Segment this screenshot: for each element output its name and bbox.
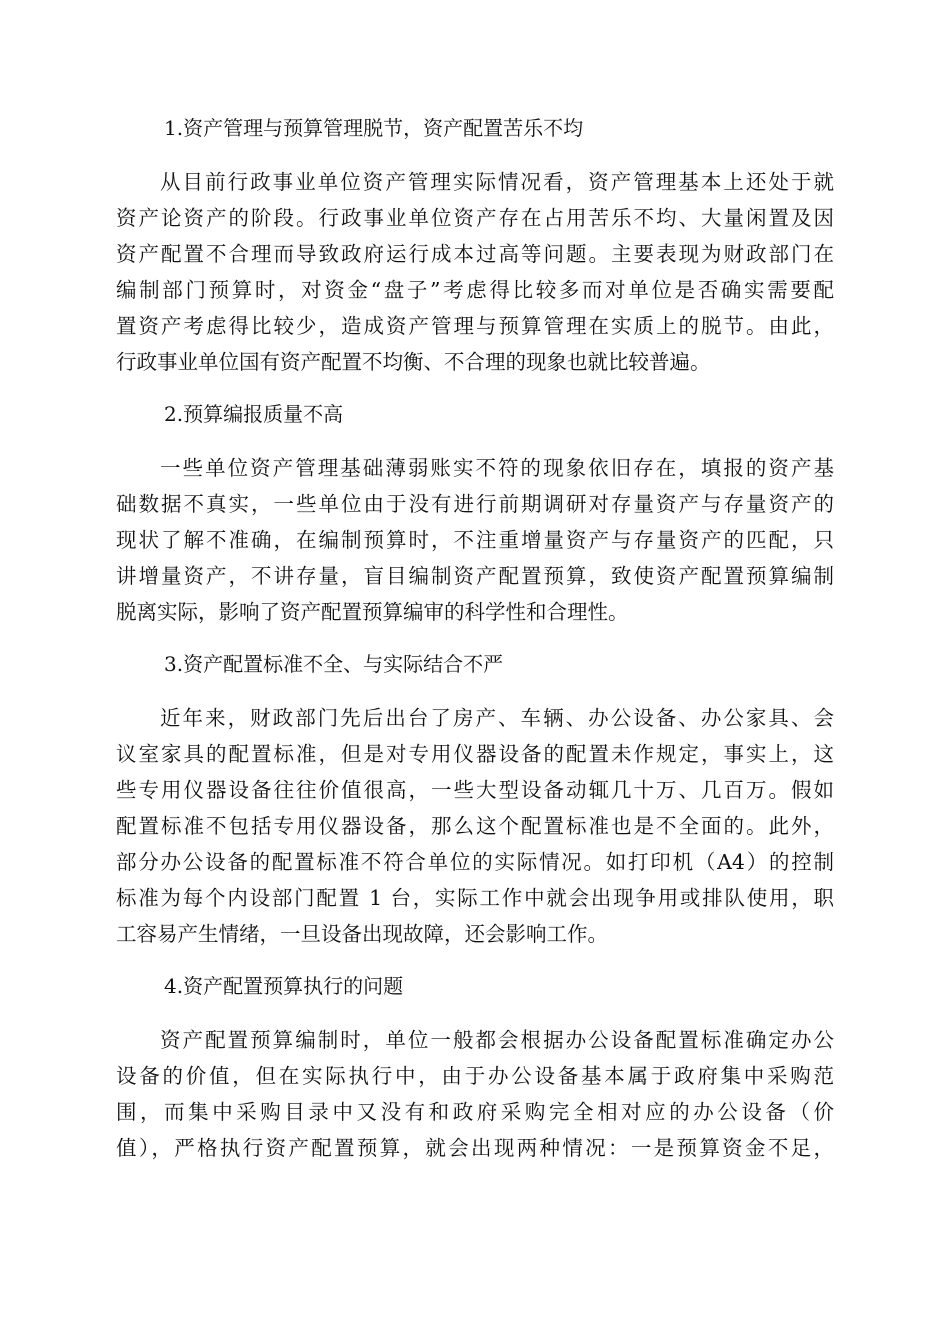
paragraph-line: 资产论资产的阶段。行政事业单位资产存在占用苦乐不均、大量闲置及因 [116, 206, 834, 230]
paragraph-line: 设备的价值，但在实际执行中，由于办公设备基本属于政府集中采购范 [116, 1064, 834, 1088]
paragraph-line: 近年来，财政部门先后出台了房产、车辆、办公设备、办公家具、会 [160, 706, 834, 730]
paragraph-line: 讲增量资产，不讲存量，盲目编制资产配置预算，致使资产配置预算编制 [116, 564, 834, 588]
paragraph-line: 础数据不真实，一些单位由于没有进行前期调研对存量资产与存量资产的 [116, 492, 834, 516]
paragraph-line: 议室家具的配置标准，但是对专用仪器设备的配置未作规定，事实上，这 [116, 742, 834, 766]
document-body [116, 108, 834, 1180]
paragraph-line: 围，而集中采购目录中又没有和政府采购完全相对应的办公设备（价 [116, 1100, 834, 1124]
paragraph-line: 资产配置不合理而导致政府运行成本过高等问题。主要表现为财政部门在 [116, 242, 834, 266]
paragraph-line: 从目前行政事业单位资产管理实际情况看，资产管理基本上还处于就 [160, 170, 834, 194]
paragraph-line: 值），严格执行资产配置预算，就会出现两种情况：一是预算资金不足， [116, 1136, 834, 1160]
section-heading: 4.资产配置预算执行的问题 [164, 974, 404, 998]
paragraph-line: 配置标准不包括专用仪器设备，那么这个配置标准也是不全面的。此外， [116, 814, 834, 838]
paragraph-line: 资产配置预算编制时，单位一般都会根据办公设备配置标准确定办公 [160, 1028, 834, 1052]
paragraph-line: 置资产考虑得比较少，造成资产管理与预算管理在实质上的脱节。由此， [116, 314, 834, 338]
paragraph-line: 一些单位资产管理基础薄弱账实不符的现象依旧存在，填报的资产基 [160, 456, 834, 480]
paragraph-line: 部分办公设备的配置标准不符合单位的实际情况。如打印机（A4）的控制 [116, 850, 834, 874]
section-paragraph [116, 1022, 834, 1166]
section-paragraph [116, 164, 834, 380]
paragraph-line: 些专用仪器设备往往价值很高，一些大型设备动辄几十万、几百万。假如 [116, 778, 834, 802]
section-heading: 1.资产管理与预算管理脱节，资产配置苦乐不均 [164, 116, 584, 140]
paragraph-line: 脱离实际，影响了资产配置预算编审的科学性和合理性。 [116, 600, 629, 624]
section-paragraph [116, 450, 834, 630]
paragraph-line: 标准为每个内设部门配置 1 台，实际工作中就会出现争用或排队使用，职 [116, 886, 834, 910]
paragraph-line: 工容易产生情绪，一旦设备出现故障，还会影响工作。 [116, 922, 608, 946]
paragraph-line: 行政事业单位国有资产配置不均衡、不合理的现象也就比较普遍。 [116, 350, 711, 374]
section-paragraph [116, 700, 834, 952]
paragraph-line: 编制部门预算时，对资金“盘子”考虑得比较多而对单位是否确实需要配 [116, 278, 834, 302]
section-heading: 2.预算编报质量不高 [164, 402, 344, 426]
section-heading: 3.资产配置标准不全、与实际结合不严 [164, 652, 504, 676]
paragraph-line: 现状了解不准确，在编制预算时，不注重增量资产与存量资产的匹配，只 [116, 528, 834, 552]
